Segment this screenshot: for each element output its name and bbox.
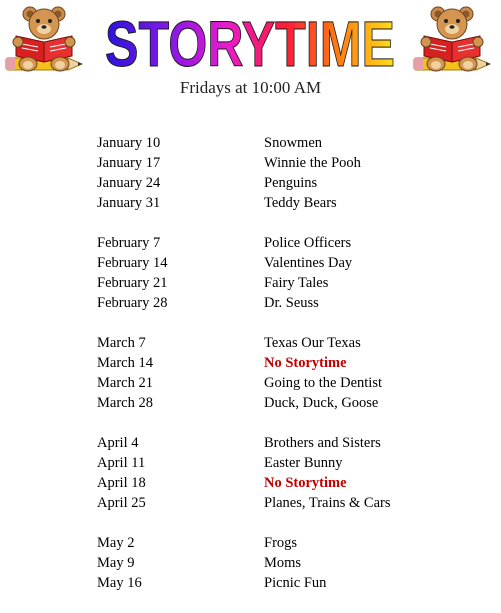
schedule-date: March 7 — [97, 335, 146, 351]
month-group-may — [97, 533, 477, 593]
schedule-date: March 28 — [97, 395, 153, 411]
schedule-date: April 11 — [97, 455, 146, 471]
schedule-row — [97, 333, 477, 353]
schedule-theme: Texas Our Texas — [264, 335, 361, 351]
schedule-date: April 4 — [97, 435, 139, 451]
schedule-row — [97, 193, 477, 213]
schedule-date: May 9 — [97, 555, 135, 571]
cancelled-notice: No Storytime — [264, 475, 347, 491]
schedule-row — [97, 573, 477, 593]
storytime-title — [100, 8, 400, 80]
schedule-theme: Valentines Day — [264, 255, 353, 271]
schedule-theme: Dr. Seuss — [264, 295, 319, 311]
title-text: STORYTIME — [105, 8, 395, 80]
schedule-row — [97, 533, 477, 553]
schedule-date: February 28 — [97, 295, 168, 311]
schedule-theme: Snowmen — [264, 135, 322, 151]
month-group-february — [97, 233, 477, 313]
schedule-row — [97, 373, 477, 393]
month-group-march — [97, 333, 477, 413]
schedule-date: February 7 — [97, 235, 161, 251]
schedule-list — [97, 133, 477, 613]
schedule-date: January 17 — [97, 155, 161, 171]
schedule-date: April 25 — [97, 495, 146, 511]
schedule-theme: Teddy Bears — [264, 195, 337, 211]
schedule-date: February 14 — [97, 255, 168, 271]
schedule-row — [97, 153, 477, 173]
schedule-theme: Moms — [264, 555, 302, 571]
schedule-date: May 2 — [97, 535, 135, 551]
schedule-row — [97, 273, 477, 293]
schedule-row — [97, 433, 477, 453]
schedule-theme: Planes, Trains & Cars — [264, 495, 391, 511]
schedule-row — [97, 293, 477, 313]
schedule-row — [97, 353, 477, 373]
schedule-theme: Duck, Duck, Goose — [264, 395, 379, 411]
schedule-theme: Going to the Dentist — [264, 375, 383, 391]
schedule-date: January 31 — [97, 195, 161, 211]
schedule-theme: Brothers and Sisters — [264, 435, 381, 451]
schedule-date: April 18 — [97, 475, 146, 491]
schedule-date: January 24 — [97, 175, 161, 191]
schedule-theme: Police Officers — [264, 235, 352, 251]
schedule-theme: Frogs — [264, 535, 298, 551]
schedule-row — [97, 453, 477, 473]
schedule-theme: Winnie the Pooh — [264, 155, 361, 171]
schedule-date: March 14 — [97, 355, 153, 371]
schedule-theme: Fairy Tales — [264, 275, 329, 291]
schedule-row — [97, 473, 477, 493]
schedule-theme: Penguins — [264, 175, 318, 191]
month-group-april — [97, 433, 477, 513]
cancelled-notice: No Storytime — [264, 355, 347, 371]
schedule-theme: Easter Bunny — [264, 455, 343, 471]
schedule-row — [97, 133, 477, 153]
schedule-date: March 21 — [97, 375, 153, 391]
schedule-row — [97, 493, 477, 513]
schedule-row — [97, 393, 477, 413]
schedule-row — [97, 553, 477, 573]
header — [0, 0, 501, 100]
teddy-bear-reading-book-icon — [2, 2, 92, 78]
schedule-date: May 16 — [97, 575, 142, 591]
schedule-date: February 21 — [97, 275, 168, 291]
schedule-row — [97, 253, 477, 273]
schedule-row — [97, 233, 477, 253]
schedule-date: January 10 — [97, 135, 161, 151]
subtitle: Fridays at 10:00 AM — [179, 78, 322, 97]
month-group-january — [97, 133, 477, 213]
teddy-bear-reading-book-icon — [410, 2, 500, 78]
schedule-theme: Picnic Fun — [264, 575, 327, 591]
schedule-row — [97, 173, 477, 193]
